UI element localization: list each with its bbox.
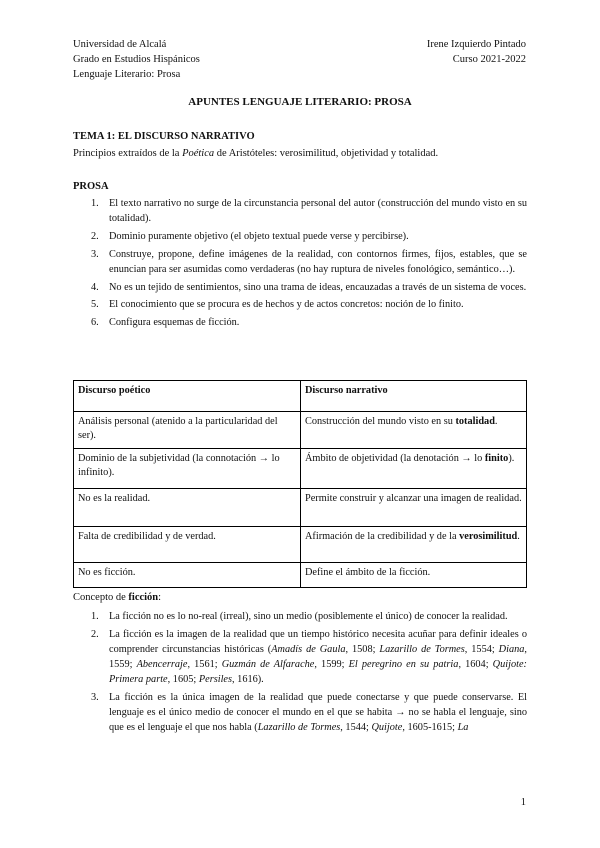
list-text: No es un tejido de sentimientos, sino una trama de ideas, encauzadas a través de un sistema de voces. — [109, 281, 527, 293]
cell-bold: totalidad — [455, 416, 495, 427]
tema-subtitle — [73, 148, 438, 159]
prosa-list — [73, 196, 527, 333]
work-title: Persiles — [198, 674, 233, 686]
table-header-cell: Discurso poético — [74, 381, 301, 412]
page-title: APUNTES LENGUAJE LITERARIO: PROSA — [188, 96, 412, 108]
work-title: Diana — [498, 643, 525, 655]
list-text: Configura esquemas de ficción. — [109, 316, 240, 328]
table-row — [74, 412, 527, 449]
text-run: , 1544; — [340, 722, 372, 734]
text-run: , 1599; — [314, 659, 349, 671]
list-item — [73, 229, 527, 244]
tema-sub-italic: Poética — [182, 148, 215, 159]
text-run: , 1616). — [232, 674, 264, 686]
list-item — [73, 247, 527, 277]
list-number: 5. — [91, 299, 99, 311]
text-run: , 1554; — [464, 643, 499, 655]
comparison-table — [73, 380, 527, 588]
table-header-cell: Discurso narrativo — [301, 381, 527, 412]
table-cell: No es la realidad. — [74, 489, 301, 527]
work-title: Guzmán de Alfarache — [221, 659, 315, 671]
list-item — [73, 196, 527, 226]
list-text: Construye, propone, define imágenes de la realidad, con contornos firmes, fijos, estables, que se enuncian para ser asumidas como verdaderas (no hay ruptura de niveles fonológico, semántico…). — [109, 248, 527, 275]
cell-text: ). — [508, 453, 515, 464]
table-row — [74, 563, 527, 588]
table-cell: Dominio de la subjetividad (la connotación → lo infinito). — [74, 449, 301, 489]
text-run: La ficción es la única imagen de la realidad que puede conectarse y que puede conservarse. El lenguaje es el único medio de conocer el mundo en el que se habita → no se habla el lenguaje, sino que es el lenguaje el que nos habla ( — [109, 692, 527, 734]
table-cell — [301, 412, 527, 449]
cell-text: . — [494, 416, 498, 427]
work-title: Quijote: Primera parte — [109, 659, 527, 686]
table-row — [74, 449, 527, 489]
list-number: 4. — [91, 281, 99, 293]
table-cell — [301, 489, 527, 527]
list-number: 6. — [91, 316, 99, 328]
cell-text: Define el ámbito de la ficción. — [305, 567, 431, 578]
text-run: , 1605-1615; — [402, 722, 458, 734]
text-run: , 1605; — [167, 674, 199, 686]
page-number: 1 — [520, 797, 526, 808]
cell-text: Permite construir y alcanzar una imagen de realidad. — [305, 493, 522, 504]
list-item — [73, 315, 527, 330]
table-row — [74, 527, 527, 563]
work-title: Quijote — [371, 722, 403, 734]
tema-sub-pre: Principios extraídos de la — [73, 148, 183, 159]
list-number: 2. — [91, 628, 99, 640]
ficcion-list — [73, 609, 527, 738]
header-university: Universidad de Alcalá — [73, 39, 167, 50]
tema-heading: TEMA 1: EL DISCURSO NARRATIVO — [73, 131, 255, 142]
cell-text: Ámbito de objetividad (la denotación → lo — [305, 453, 485, 464]
header-subject: Lenguaje Literario: Prosa — [73, 69, 181, 80]
work-title: Lazarillo de Tormes — [379, 643, 465, 655]
list-number: 1. — [91, 611, 99, 622]
table-header-row — [74, 381, 527, 412]
text-run: , 1561; — [187, 659, 222, 671]
list-text: La ficción no es lo no-real (irreal), sino un medio (posiblemente el único) de conocer la realidad. — [109, 611, 508, 622]
table-row — [74, 489, 527, 527]
work-title: Amadís de Gaula — [271, 643, 346, 655]
work-title: La — [457, 722, 469, 734]
text-run: , 1559; — [109, 643, 527, 671]
list-number: 3. — [91, 692, 99, 704]
work-title: El peregrino en su patria — [348, 659, 459, 671]
table-cell — [301, 527, 527, 563]
concepto-pre: Concepto de — [73, 592, 129, 603]
list-text — [109, 692, 527, 733]
cell-text: . — [517, 531, 520, 542]
list-item — [73, 609, 527, 624]
cell-text: Afirmación de la credibilidad y de la — [305, 531, 460, 542]
table-cell: No es ficción. — [74, 563, 301, 588]
list-item — [73, 690, 527, 736]
header-course: Curso 2021-2022 — [452, 54, 526, 65]
tema-sub-post: de Aristóteles: verosimilitud, objetividad y totalidad. — [214, 148, 439, 159]
text-run: , 1508; — [345, 643, 380, 655]
concepto-heading — [73, 592, 161, 603]
list-text: El conocimiento que se procura es de hechos y de actos concretos: noción de lo finito. — [109, 299, 464, 311]
table-cell: Falta de credibilidad y de verdad. — [74, 527, 301, 563]
list-text: Dominio puramente objetivo (el objeto textual puede verse y percibirse). — [109, 230, 409, 242]
cell-bold: verosimilitud — [459, 531, 518, 542]
list-item — [73, 627, 527, 688]
text-run: , 1604; — [458, 659, 493, 671]
list-number: 1. — [91, 198, 99, 209]
work-title: Abencerraje — [136, 659, 188, 671]
text-run: La ficción es la imagen de la realidad que un tiempo histórico necesita acuñar para definir ideales o comprender circunstancias históricas ( — [109, 628, 527, 655]
list-number: 3. — [91, 248, 99, 260]
header-right — [427, 37, 526, 67]
list-text: El texto narrativo no surge de la circunstancia personal del autor (construcción del mundo visto en su totalidad). — [109, 198, 527, 225]
table-cell — [301, 449, 527, 489]
prosa-heading: PROSA — [73, 181, 109, 192]
work-title: Lazarillo de Tormes — [257, 722, 341, 734]
concepto-bold: ficción — [128, 592, 159, 603]
list-item — [73, 280, 527, 295]
cell-text: Construcción del mundo visto en su — [305, 416, 456, 427]
table-cell — [301, 563, 527, 588]
table-cell: Análisis personal (atenido a la particularidad del ser). — [74, 412, 301, 449]
list-text — [109, 629, 527, 686]
concepto-post: : — [158, 592, 162, 603]
list-item — [73, 297, 527, 312]
cell-bold: finito — [484, 453, 509, 464]
header-left — [73, 37, 200, 82]
header-degree: Grado en Estudios Hispánicos — [73, 54, 200, 65]
list-number: 2. — [91, 230, 99, 242]
header-author: Irene Izquierdo Pintado — [426, 39, 526, 50]
